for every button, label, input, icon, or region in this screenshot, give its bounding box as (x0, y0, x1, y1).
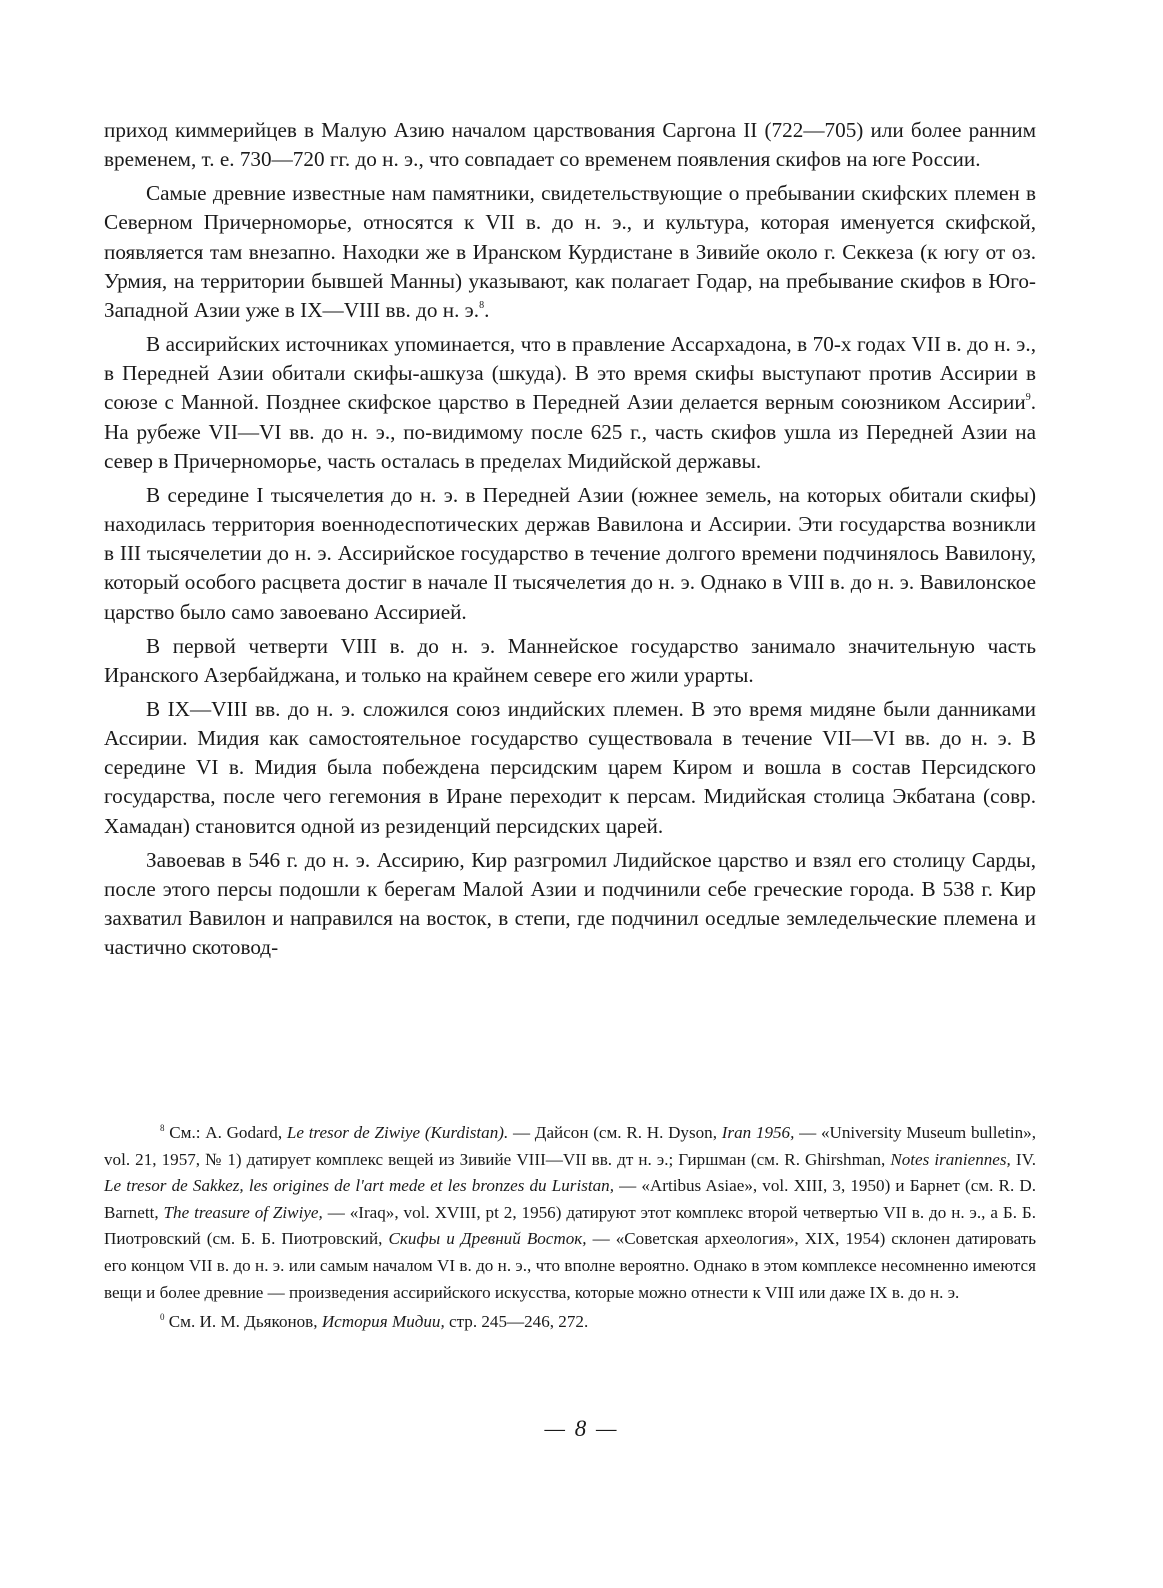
paragraph-3: В ассирийских источниках упоминается, что в правление Ассархадона, в 70-х годах VII в. до н. э., в Передней Азии обитали скифы-ашкуза (шкуда). В это время скифы выступают против Ассирии в союзе с Манной. Позднее скифское царство в Передней Азии делается верным союзником Ассирии$^9$. На рубеже VII—VI вв. до н. э., по-видимому после 625 г., часть скифов ушла из Передней Азии на север в Причерноморье, часть осталась в пределах Мидийской державы. (104, 332, 1036, 473)
paragraph-2: Самые древние известные нам памятники, свидетельствующие о пребывании скифских племен в Северном Причерноморье, относятся к VII в. до н. э., и культура, которая именуется скифской, появляется там внезапно. Находки же в Иранском Курдистане в Зивийе около г. Секкеза (к югу от оз. Урмия, на территории бывшей Манны) указывают, как полагает Годар, на пребывание скифов в Юго-Западной Азии уже в IX—VIII вв. до н. э.$^8$. (104, 181, 1036, 322)
footnote-8-mark: 8 (160, 1123, 165, 1133)
footnote-8: $^8$ См.: A. Godard, Le tresor de Ziwiye (Kurdistan). — Дайсон (см. R. H. Dyson, Iran 1956, — «University Museum bulletin», vol. 21, 1957, № 1) датирует комплекс вещей из Зивийе VIII—VII вв. дт н. э.; Гиршман (см. R. Ghirshman, Notes iraniennes, IV. Le tresor de Sakkez, les origines de l'art mede et les bronzes du Luristan, — «Artibus Asiae», vol. XIII, 3, 1950) и Барнет (см. R. D. Barnett, The treasure of Ziwiye, — «Iraq», vol. XVIII, pt 2, 1956) датируют этот комплекс второй четвертью VII в. до н. э., а Б. Б. Пиотровский (см. Б. Б. Пиотровский, Скифы и Древний Восток, — «Советская археология», XIX, 1954) склонен датировать его концом VII в. до н. э. или самым началом VI в. до н. э., что вполне вероятно. Однако в этом комплексе несомненно имеются вещи и более древние — произведения ассирийского искусства, которые можно отнести к VIII или даже IX в. до н. э. (104, 1123, 1037, 1302)
footnotes (104, 1120, 1036, 1339)
page-number: — 8 — (544, 1416, 619, 1441)
paragraph-5: В первой четверти VIII в. до н. э. Маннейское государство занимало значительную часть Иранского Азербайджана, и только на крайнем севере его жили урарты. (104, 633, 1036, 687)
footnote-9-mark: 0 (160, 1312, 165, 1323)
paragraph-4: В середине I тысячелетия до н. э. в Передней Азии (южнее земель, на которых обитали скифы) находилась территория военнодеспотических держав Вавилона и Ассирии. Эти государства возникли в III тысячелетии до н. э. Ассирийское государство в течение долгого времени подчинялось Вавилону, который особого расцвета достиг в начале II тысячелетия до н. э. Однако в VIII в. до н. э. Вавилонское царство было само завоевано Ассирией. (104, 482, 1036, 624)
footnote-ref-8[interactable]: 8 (479, 299, 485, 311)
paragraph-1: приход киммерийцев в Малую Азию началом царствования Саргона II (722—705) или более ранним временем, т. е. 730—720 гг. до н. э., что совпадает со временем появления скифов на юге России. (104, 118, 1036, 172)
main-text (104, 116, 1036, 962)
paragraph-6: В IX—VIII вв. до н. э. сложился союз индийских племен. В это время мидяне были данниками Ассирии. Мидия как самостоятельное государство существовала в течение VII—VI вв. до н. э. В середине VI в. Мидия была побеждена персидским царем Киром и вошла в состав Персидского государства, после чего гегемония в Иране переходит к персам. Мидийская столица Экбатана (совр. Хамадан) становится одной из резиденций персидских царей. (104, 696, 1036, 838)
footnote-ref-9[interactable]: 9 (1025, 392, 1031, 404)
paragraph-7: Завоевав в 546 г. до н. э. Ассирию, Кир разгромил Лидийское царство и взял его столицу Сарды, после этого персы подошли к берегам Малой Азии и подчинили себе греческие города. В 538 г. Кир захватил Вавилон и направился на восток, в степи, где подчинил оседлые земледельческие племена и частично скотовод- (104, 847, 1036, 960)
footnote-9: $^0$ См. И. М. Дьяконов, История Мидии, стр. 245—246, 272. (160, 1312, 589, 1332)
